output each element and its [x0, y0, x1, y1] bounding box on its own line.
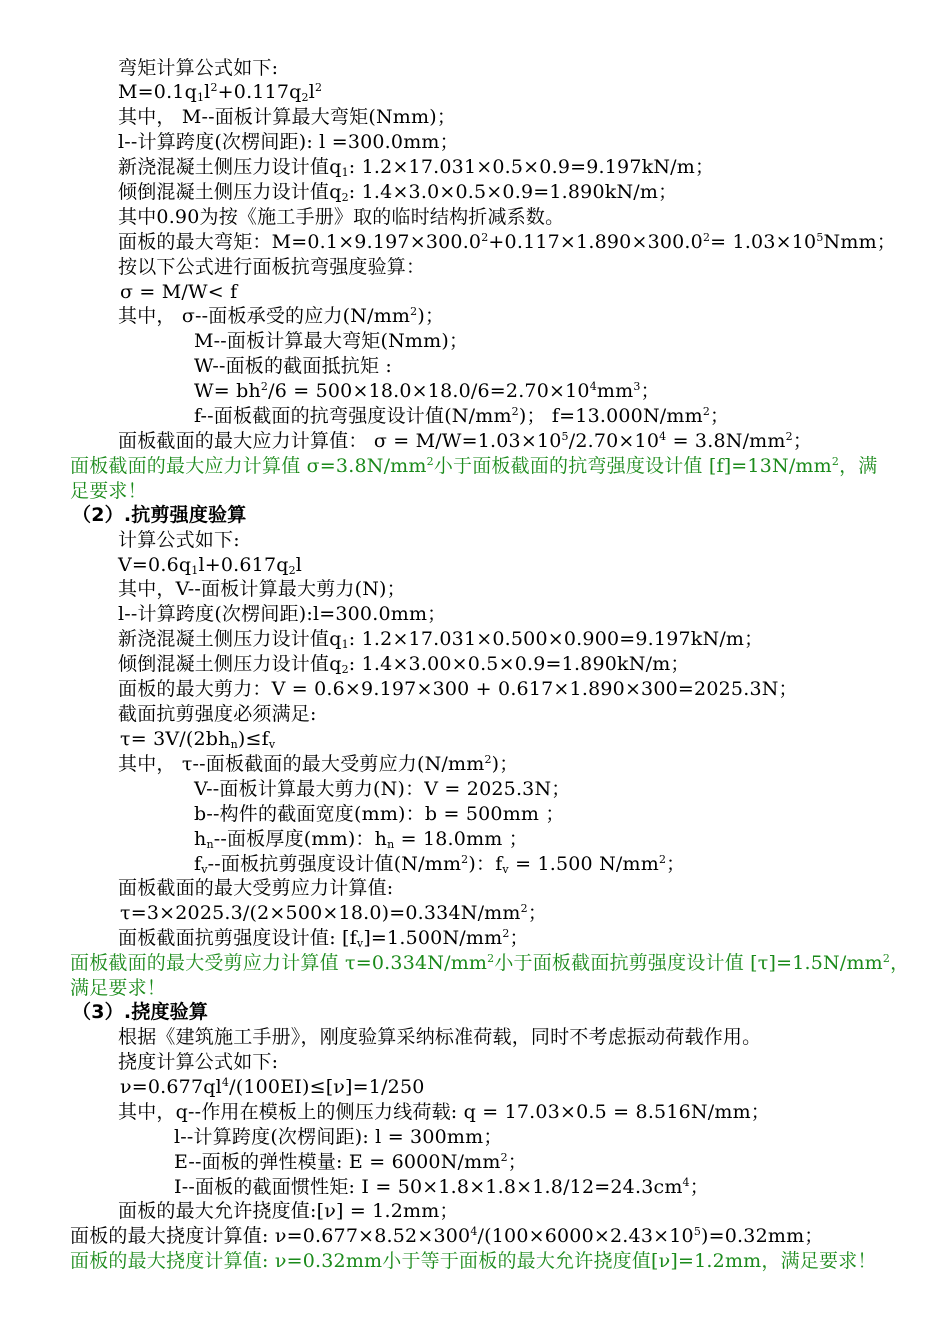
conclusion-line: 面板的最大挠度计算值: ν=0.32mm小于等于面板的最大允许挠度值[ν]=1.2mm，满足要求！	[70, 1250, 877, 1272]
text-line: 截面抗剪强度必须满足:	[118, 703, 317, 725]
formula-line: σ = M/W< f	[120, 281, 238, 303]
text-line: M--面板计算最大弯矩(Nmm)；	[194, 330, 469, 352]
text-line: 面板的最大弯矩：$M=0.1\times 9.197\times 300.0^2+0.117\times 1.890\times 300.0^2= 1.03\times 10^5Nmm$；	[118, 231, 897, 253]
text-line: 面板的最大剪力：V = 0.6×9.197×300 + 0.617×1.890×300=2025.3N；	[118, 678, 798, 700]
text-line: $h_n--$面板厚度(mm)：$h_n = 18.0mm$ ；	[194, 828, 528, 851]
text-line: 计算公式如下:	[118, 529, 240, 551]
formula-line: $M=0.1q_1l^2+0.117q_2l^2$	[118, 81, 323, 104]
text-line: 新浇混凝土侧压力设计值$q_1$: 1.2×17.031×0.5×0.9=9.197kN/m；	[118, 156, 715, 179]
text-line: 根据《建筑施工手册》，刚度验算采纳标准荷载，同时不考虑振动荷载作用。	[118, 1026, 762, 1048]
text-line: 其中，q--作用在模板上的侧压力线荷载: q = 17.03×0.5 = 8.516N/mm；	[118, 1101, 770, 1123]
formula-line: $V=0.6q_1l+0.617q_2l$	[118, 554, 303, 577]
text-line: 按以下公式进行面板抗弯强度验算：	[118, 256, 426, 278]
text-line: 其中， σ--面板承受的应力$(N/mm^2)$；	[118, 305, 445, 327]
text-line: l--计算跨度(次楞间距): l =300.0mm；	[118, 131, 459, 153]
section-heading: （2）.抗剪强度验算	[72, 504, 247, 526]
text-line: l--计算跨度(次楞间距):l=300.0mm；	[118, 603, 447, 625]
formula-line: $\tau= 3V/(2bh_n)\le f_v$	[120, 728, 276, 751]
formula-line: $\nu=0.677ql^4/(100EI)\le[\nu]=1/250$	[120, 1076, 425, 1098]
text-line: V--面板计算最大剪力(N)：V = 2025.3N；	[194, 778, 571, 800]
formula-line: $W= bh^2/6 = 500\times 18.0\times 18.0/6=2.70\times 10^4mm^3$；	[194, 380, 660, 402]
text-line: W--面板的截面抵抗矩 :	[194, 355, 393, 377]
text-line: 面板截面的最大受剪应力计算值:	[118, 877, 394, 899]
conclusion-line: 面板截面的最大受剪应力计算值 $\tau=0.334N/mm^2$小于面板截面抗剪强度设计值 $[\tau]=1.5N/mm^2$，	[70, 952, 910, 974]
text-line: I--面板的截面惯性矩: $I = 50\times 1.8\times 1.8\times 1.8/12=24.3cm^4$；	[174, 1176, 709, 1198]
text-line: 倾倒混凝土侧压力设计值$q_2$: 1.4×3.00×0.5×0.9=1.890kN/m；	[118, 653, 690, 676]
section-heading: （3）.挠度验算	[72, 1001, 209, 1023]
text-line: 倾倒混凝土侧压力设计值$q_2$: 1.4×3.0×0.5×0.9=1.890kN/m；	[118, 181, 678, 204]
text-line: 其中0.90为按《施工手册》取的临时结构折减系数。	[118, 206, 565, 228]
text-line: $f_v--$面板抗剪强度设计值$(N/mm^2)$：$f_v = 1.500$ $N/mm^2$；	[194, 853, 686, 876]
text-line: 其中， M--面板计算最大弯矩(Nmm)；	[118, 106, 457, 128]
conclusion-line: 足要求！	[70, 480, 147, 502]
text-line: 面板截面的最大应力计算值： $\sigma = M/W=1.03\times 10^5/2.70\times 10^4 = 3.8N/mm^2$；	[118, 430, 813, 452]
formula-line: $\tau=3\times 2025.3/(2\times 500\times 18.0)=0.334N/mm^2$；	[120, 902, 548, 924]
text-line: 其中，V--面板计算最大剪力(N)；	[118, 578, 406, 600]
text-line: l--计算跨度(次楞间距): l = 300mm；	[174, 1126, 503, 1148]
text-line: f--面板截面的抗弯强度设计值$(N/mm^2)$； $f=13.000N/mm^2$；	[194, 405, 730, 427]
conclusion-line: 满足要求！	[70, 977, 167, 999]
text-line: 面板的最大允许挠度值:[ν] = 1.2mm；	[118, 1200, 459, 1222]
text-line: 面板截面抗剪强度设计值: $[f_v]=1.500N/mm^2$；	[118, 927, 529, 950]
text-line: 面板的最大挠度计算值: $\nu=0.677\times 8.52\times 300^4/(100\times 6000\times 2.43\times 10^5)=0.32mm$；	[70, 1225, 824, 1247]
text-line: E--面板的弹性模量: $E = 6000N/mm^2$；	[174, 1151, 527, 1173]
text-line: 其中， τ--面板截面的最大受剪应力$(N/mm^2)$；	[118, 753, 519, 775]
text-line: b--构件的截面宽度(mm)：b = 500mm ；	[194, 803, 565, 825]
conclusion-line: 面板截面的最大应力计算值 $\sigma=3.8N/mm^2$小于面板截面的抗弯强度设计值 $[f]=13N/mm^2$，满	[70, 455, 878, 477]
text-line: 弯矩计算公式如下:	[118, 57, 279, 79]
text-line: 挠度计算公式如下:	[118, 1051, 279, 1073]
text-line: 新浇混凝土侧压力设计值$q_1$: 1.2×17.031×0.500×0.900=9.197kN/m；	[118, 628, 764, 651]
